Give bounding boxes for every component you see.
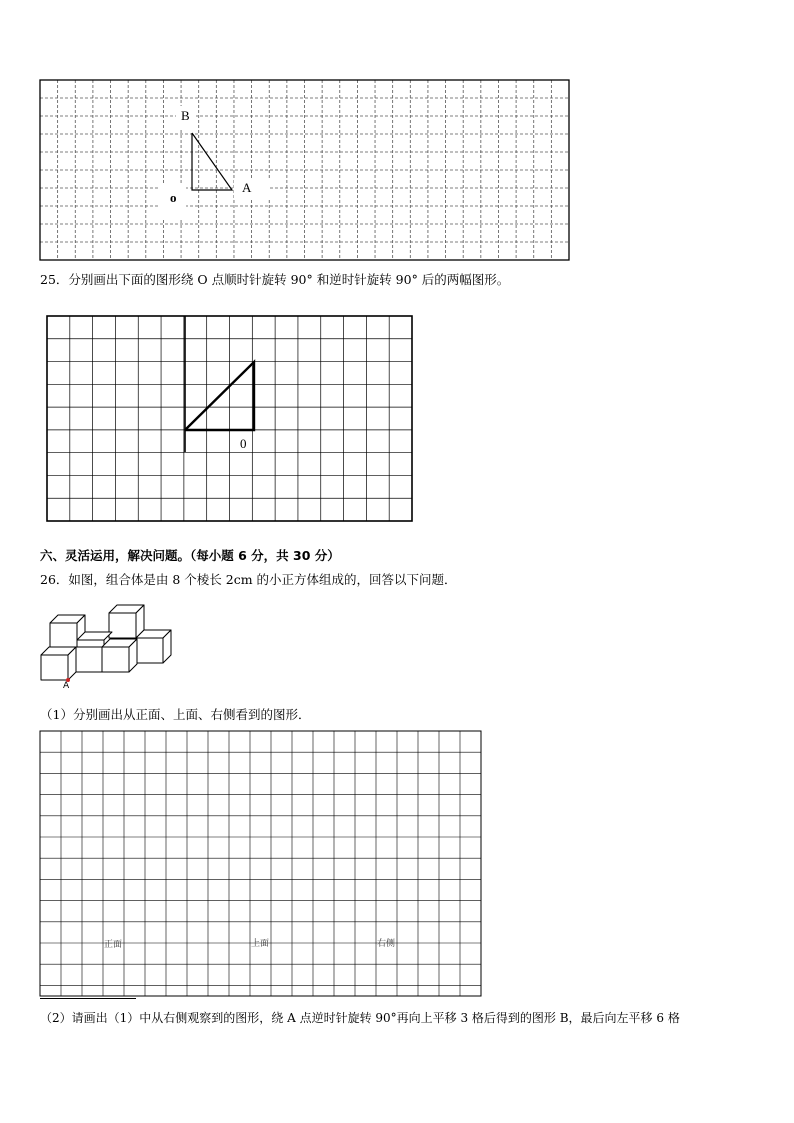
label-o: o bbox=[170, 190, 177, 205]
question-26-part-1: （1）分别画出从正面、上面、右侧看到的图形． bbox=[40, 707, 311, 722]
label-front-view: 正面 bbox=[104, 940, 123, 950]
label-top-view: 上面 bbox=[251, 939, 270, 949]
label-right-view: 右侧 bbox=[377, 939, 396, 949]
divider-line bbox=[40, 998, 136, 999]
label-b: B bbox=[181, 108, 190, 123]
label-a: A bbox=[242, 180, 252, 195]
label-point-a: A bbox=[63, 681, 70, 691]
question-26: 26．如图，组合体是由 8 个棱长 2cm 的小正方体组成的，回答以下问题． bbox=[40, 572, 457, 587]
question-26-part-2: （2）请画出（1）中从右侧观察到的图形，绕 A 点逆时针旋转 90°再向上平移 3 格后得到的图形 B，最后向左平移 6 格 bbox=[40, 1011, 680, 1025]
question-25: 25．分别画出下面的图形绕 O 点顺时针旋转 90° 和逆时针旋转 90° 后的两幅图形。 bbox=[40, 272, 510, 287]
section-6-title: 六、灵活运用，解决问题。（每小题 6 分，共 30 分） bbox=[40, 548, 340, 563]
label-o-2: 0 bbox=[240, 436, 247, 451]
